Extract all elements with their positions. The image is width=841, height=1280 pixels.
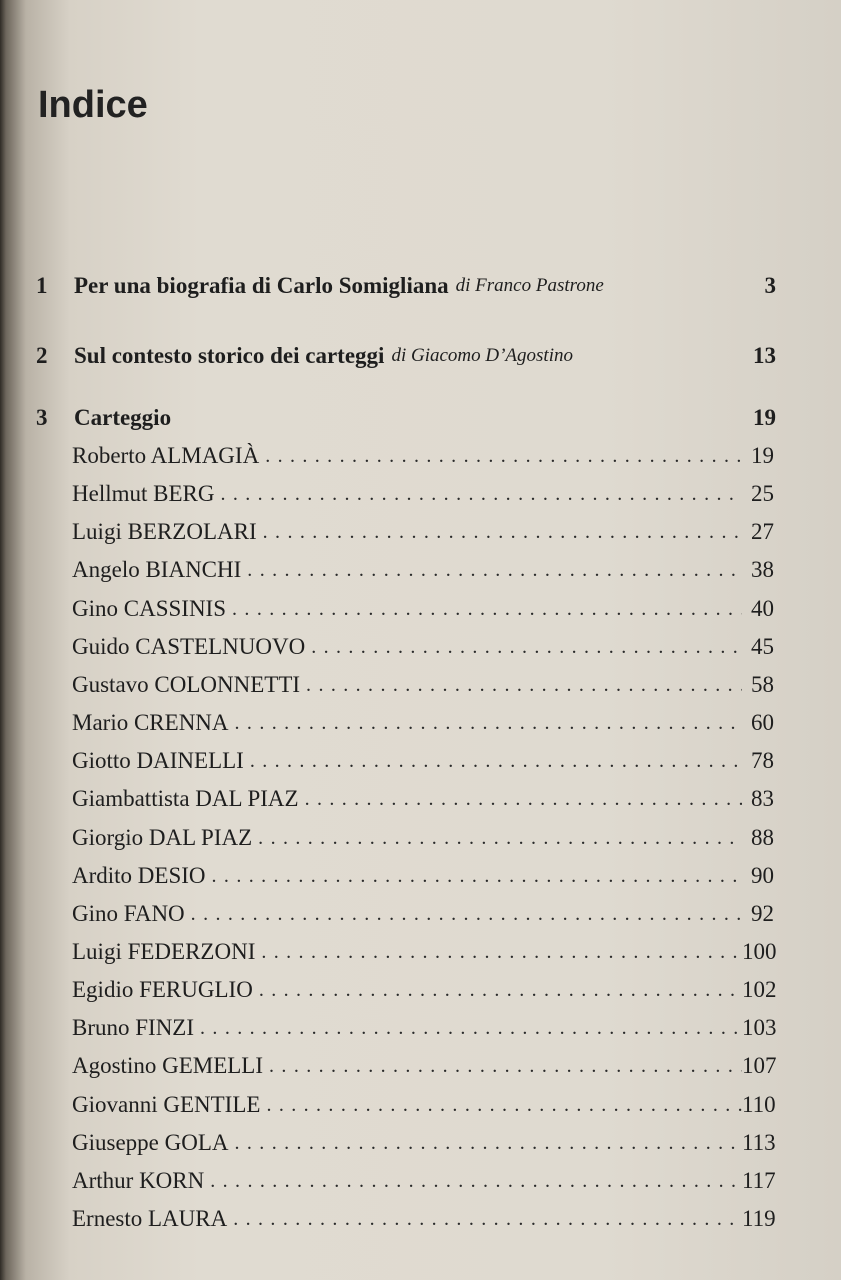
entry-page: 38 [751, 557, 774, 583]
entry-page: 78 [751, 748, 774, 774]
toc-entry [72, 585, 774, 623]
entry-name: Giorgio DAL PIAZ [72, 824, 253, 850]
toc-chapter-3 [36, 394, 776, 432]
toc-entry [72, 966, 777, 1004]
entry-page: 100 [742, 938, 777, 964]
chapter-page: 3 [764, 273, 776, 298]
dot-leader [258, 824, 742, 852]
chapter-author: di Franco Pastrone [455, 275, 604, 296]
chapter-number: 2 [36, 343, 48, 368]
chapter-number: 1 [36, 273, 48, 298]
toc-entry [72, 623, 774, 661]
dot-leader [266, 1091, 742, 1119]
dot-leader [235, 1129, 743, 1157]
entry-name: Arthur KORN [72, 1167, 205, 1193]
dot-leader [305, 785, 742, 813]
chapter-title: Carteggio [74, 405, 172, 430]
chapter-number: 3 [36, 405, 48, 430]
toc-entry [72, 775, 774, 813]
chapter-page: 19 [753, 405, 776, 430]
toc-entry [72, 1119, 774, 1157]
entry-page: 107 [742, 1053, 777, 1079]
toc-entry [72, 1042, 777, 1080]
entry-name: Hellmut BERG [72, 481, 215, 507]
entry-page: 117 [742, 1167, 776, 1193]
dot-leader [306, 671, 742, 699]
entry-name: Egidio FERUGLIO [72, 977, 253, 1003]
dot-leader [233, 1205, 742, 1233]
entry-page: 58 [751, 671, 774, 697]
entry-name: Mario CRENNA [72, 710, 229, 736]
toc-entry [72, 470, 774, 508]
entry-page: 27 [751, 519, 774, 545]
dot-leader [247, 556, 742, 584]
dot-leader [311, 633, 742, 661]
dot-leader [232, 595, 742, 623]
toc-entry [72, 1004, 777, 1042]
toc-entry [72, 928, 777, 966]
entry-page: 102 [742, 977, 777, 1003]
dot-leader [263, 518, 742, 546]
entry-name: Ernesto LAURA [72, 1206, 228, 1231]
dot-leader [250, 747, 742, 775]
entry-name: Gustavo COLONNETTI [72, 671, 301, 697]
entry-name: Ardito DESIO [72, 862, 206, 888]
toc-entry [72, 890, 774, 928]
entry-name: Gino FANO [72, 900, 185, 926]
dot-leader [261, 938, 742, 966]
dot-leader [212, 862, 742, 890]
entry-page: 110 [742, 1091, 776, 1117]
entry-name: Giovanni GENTILE [72, 1091, 261, 1117]
toc-entry [72, 737, 774, 775]
entry-page: 25 [751, 481, 774, 507]
toc-entry [72, 1157, 774, 1195]
entry-page: 113 [742, 1129, 776, 1155]
entry-page: 83 [751, 786, 774, 812]
page-heading: Indice [38, 84, 148, 126]
toc-chapter-2 [36, 332, 776, 370]
entry-name: Giambattista DAL PIAZ [72, 786, 299, 812]
chapter-title: Sul contesto storico dei carteggi [74, 343, 385, 368]
entry-name: Luigi BERZOLARI [72, 519, 257, 545]
chapter-page: 13 [753, 343, 776, 368]
entry-page: 90 [751, 862, 774, 888]
toc-entry [72, 1195, 774, 1233]
entry-page: 19 [751, 443, 774, 468]
toc-entry [72, 546, 774, 584]
entry-name: Giuseppe GOLA [72, 1129, 229, 1155]
dot-leader [220, 480, 742, 508]
dot-leader [235, 709, 742, 737]
dot-leader [269, 1052, 742, 1080]
toc-entry [72, 699, 774, 737]
dot-leader [259, 976, 742, 1004]
entry-page: 40 [751, 595, 774, 621]
toc-entry [72, 508, 774, 546]
toc-chapter-1 [36, 262, 776, 300]
entry-page: 92 [751, 900, 774, 926]
entry-page: 60 [751, 710, 774, 736]
entry-name: Guido CASTELNUOVO [72, 633, 306, 659]
toc-entry [72, 1081, 774, 1119]
toc-entry [72, 814, 774, 852]
entry-name: Gino CASSINIS [72, 595, 227, 621]
entry-name: Luigi FEDERZONI [72, 938, 256, 964]
chapter-author: di Giacomo D’Agostino [391, 345, 573, 366]
entry-page: 103 [742, 1015, 777, 1041]
toc-entry [72, 432, 774, 470]
entry-name: Roberto ALMAGIÀ [72, 443, 260, 468]
entry-page: 88 [751, 824, 774, 850]
dot-leader [265, 442, 742, 470]
dot-leader [210, 1167, 742, 1195]
entry-name: Bruno FINZI [72, 1015, 195, 1041]
entry-page: 45 [751, 633, 774, 659]
entry-name: Agostino GEMELLI [72, 1053, 264, 1079]
entry-name: Angelo BIANCHI [72, 557, 242, 583]
dot-leader [191, 900, 742, 928]
entry-name: Giotto DAINELLI [72, 748, 244, 774]
dot-leader [200, 1014, 742, 1042]
toc-entry [72, 852, 774, 890]
chapter-title: Per una biografia di Carlo Somigliana [74, 273, 449, 298]
toc-entry [72, 661, 774, 699]
entry-page: 119 [742, 1206, 776, 1231]
